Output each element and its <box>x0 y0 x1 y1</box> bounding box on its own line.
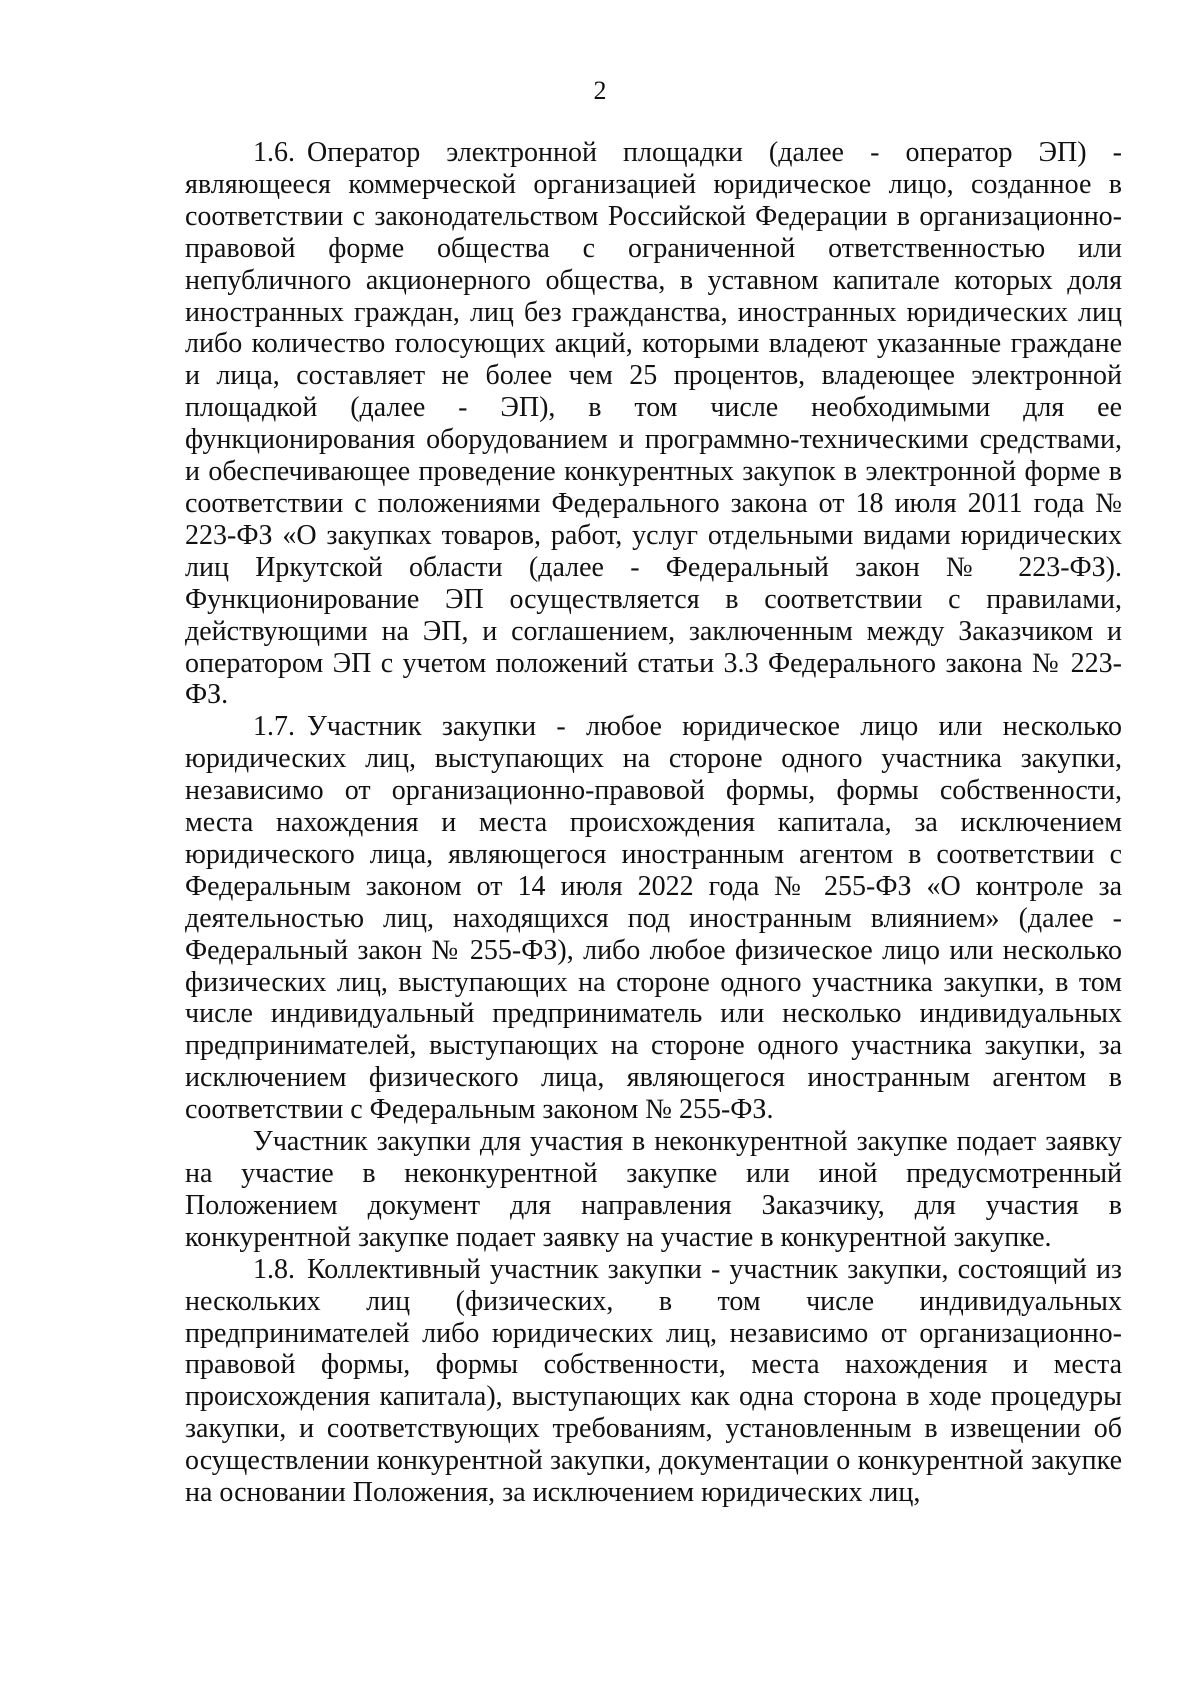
page-number: 2 <box>593 76 607 105</box>
paragraph-1-8 <box>185 1254 1122 1509</box>
paragraph-text: Участник закупки - любое юридическое лицо или несколько юридических лиц, выступающих на стороне одного участника закупки, независимо от организационно-правовой формы, формы собственности, места нахождения и места происхождения капитала, за исключением юридического лица, являющегося иностранным агентом в соответствии с Федеральным законом от 14 июля 2022 года № 255-ФЗ «О контроле за деятельностью лиц, находящихся под иностранным влиянием» (далее - Федеральный закон № 255-ФЗ), либо любое физическое лицо или несколько физических лиц, выступающих на стороне одного участника закупки, в том числе индивидуальный предприниматель или несколько индивидуальных предпринимателей, выступающих на стороне одного участника закупки, за исключением физического лица, являющегося иностранным агентом в соответствии с Федеральным законом № 255-ФЗ. <box>185 711 1122 1126</box>
document-body <box>185 137 1122 1509</box>
paragraph-1-7-continuation <box>185 1126 1122 1254</box>
paragraph-text: Оператор электронной площадки (далее - оператор ЭП) - являющееся коммерческой организацией юридическое лицо, созданное в соответствии с законодательством Российской Федерации в организационно-правовой форме общества с ограниченной ответственностью или непубличного акционерного общества, в уставном капитале которых доля иностранных граждан, лиц без гражданства, иностранных юридических лиц либо количество голосующих акций, которыми владеют указанные граждане и лица, составляет не более чем 25 процентов, владеющее электронной площадкой (далее - ЭП), в том числе необходимыми для ее функционирования оборудованием и программно-техническими средствами, и обеспечивающее проведение конкурентных закупок в электронной форме в соответствии с положениями Федерального закона от 18 июля 2011 года № 223-ФЗ «О закупках товаров, работ, услуг отдельными видами юридических лиц Иркутской области (далее - Федеральный закон № 223-ФЗ). Функционирование ЭП осуществляется в соответствии с правилами, действующими на ЭП, и соглашением, заключенным между Заказчиком и оператором ЭП с учетом положений статьи 3.3 Федерального закона № 223-ФЗ. <box>185 137 1122 711</box>
paragraph-1-6 <box>185 137 1122 711</box>
paragraph-text: Участник закупки для участия в неконкурентной закупке подает заявку на участие в неконкурентной закупке или иной предусмотренный Положением документ для направления Заказчику, для участия в конкурентной закупке подает заявку на участие в конкурентной закупке. <box>185 1126 1122 1253</box>
paragraph-text: Коллективный участник закупки - участник закупки, состоящий из нескольких лиц (физических, в том числе индивидуальных предпринимателей либо юридических лиц, независимо от организационно-правовой формы, формы собственности, места нахождения и места происхождения капитала), выступающих как одна сторона в ходе процедуры закупки, и соответствующих требованиям, установленным в извещении об осуществлении конкурентной закупки, документации о конкурентной закупке на основании Положения, за исключением юридических лиц, <box>185 1253 1122 1509</box>
paragraph-1-7 <box>185 711 1122 1126</box>
paragraph-number: 1.7. <box>253 711 295 743</box>
paragraph-number: 1.8. <box>253 1253 295 1285</box>
paragraph-number: 1.6. <box>253 137 295 168</box>
